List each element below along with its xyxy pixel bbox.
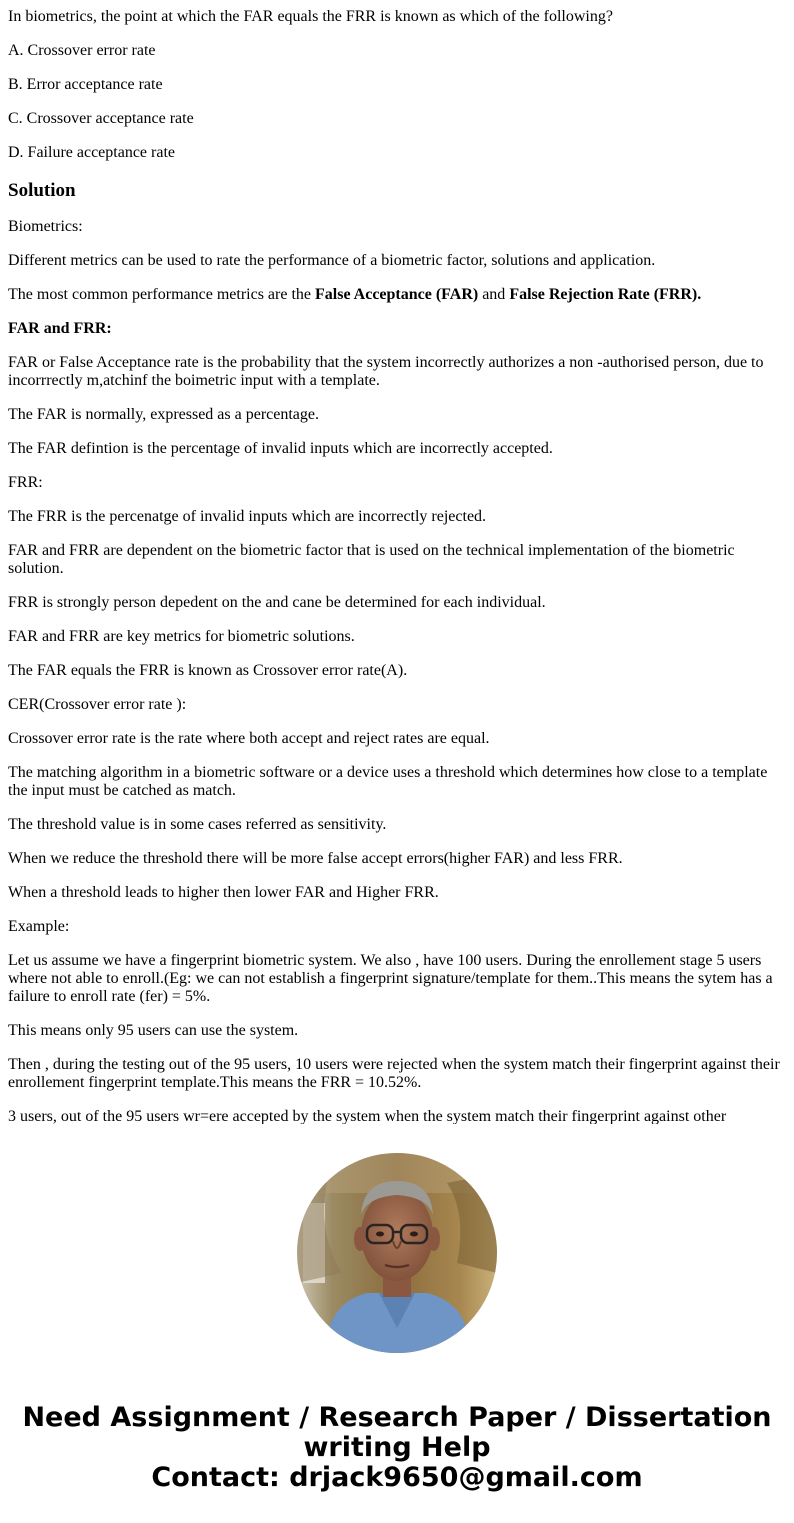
banner-contact-line: Contact: drjack9650@gmail.com [151, 1462, 643, 1493]
paragraph-far-percentage: The FAR is normally, expressed as a percentage. [8, 406, 320, 423]
biometrics-label: Biometrics: [8, 218, 83, 235]
paragraph-frr-result: Then , during the testing out of the 95 users, 10 users were rejected when the system match their fingerprint against their enrollement fingerprint template.This means the FRR = 10.52%. [8, 1056, 780, 1091]
paragraph-dependency: FAR and FRR are dependent on the biometric factor that is used on the technical implementation of the biometric solution. [8, 542, 735, 577]
banner-line-2: writing Help [303, 1432, 491, 1463]
contact-banner [0, 1403, 794, 1493]
paragraph-far-definition: FAR or False Acceptance rate is the probability that the system incorrectly authorizes a non -authorised person, due to incorrrectly m,atchinf the boimetric input with a template. [8, 354, 764, 389]
paragraph-metrics: Different metrics can be used to rate the performance of a biometric factor, solutions and application. [8, 252, 656, 269]
option-c: C. Crossover acceptance rate [8, 110, 194, 127]
author-portrait-image [297, 1153, 497, 1353]
paragraph-threshold: The matching algorithm in a biometric software or a device uses a threshold which determines how close to a template the input must be catched as match. [8, 764, 768, 799]
option-b: B. Error acceptance rate [8, 76, 163, 93]
paragraph-far-result: 3 users, out of the 95 users wr=ere accepted by the system when the system match their fingerprint against other [8, 1108, 727, 1124]
option-a: A. Crossover error rate [8, 42, 156, 59]
author-avatar [297, 1153, 497, 1353]
paragraph-95-users: This means only 95 users can use the system. [8, 1022, 299, 1039]
frr-label: FRR: [8, 474, 43, 491]
paragraph-person-dependent: FRR is strongly person depedent on the and cane be determined for each individual. [8, 594, 546, 611]
metrics-intro-text: The most common performance metrics are the [8, 286, 315, 303]
paragraph-sensitivity: The threshold value is in some cases referred as sensitivity. [8, 816, 387, 833]
cer-label: CER(Crossover error rate ): [8, 696, 187, 713]
article-content [8, 0, 784, 1124]
paragraph-cer-definition: Crossover error rate is the rate where both accept and reject rates are equal. [8, 730, 490, 747]
metrics-and-text: and [478, 286, 510, 303]
paragraph-key-metrics: FAR and FRR are key metrics for biometric solutions. [8, 628, 355, 645]
paragraph-frr-definition: The FRR is the percenatge of invalid inputs which are incorrectly rejected. [8, 508, 487, 525]
far-frr-heading [8, 320, 784, 338]
paragraph-answer: The FAR equals the FRR is known as Crossover error rate(A). [8, 662, 408, 679]
banner-line-1: Need Assignment / Research Paper / Dissertation [22, 1402, 772, 1433]
solution-heading: Solution [8, 180, 76, 201]
paragraph-reduce-threshold: When we reduce the threshold there will be more false accept errors(higher FAR) and less FRR. [8, 850, 623, 867]
option-d: D. Failure acceptance rate [8, 144, 176, 161]
example-label: Example: [8, 918, 70, 935]
paragraph-example-setup: Let us assume we have a fingerprint biometric system. We also , have 100 users. During the enrollement stage 5 users where not able to enroll.(Eg: we can not establish a fingerprint signature/template for them..This means the sytem has a failure to enroll rate (fer) = 5%. [8, 952, 773, 1005]
question-prompt: In biometrics, the point at which the FAR equals the FRR is known as which of the following? [8, 8, 613, 25]
frr-term: False Rejection Rate (FRR). [509, 286, 702, 303]
paragraph-higher-threshold: When a threshold leads to higher then lower FAR and Higher FRR. [8, 884, 439, 901]
paragraph-common-metrics [8, 286, 784, 304]
far-term: False Acceptance (FAR) [315, 286, 479, 303]
far-frr-heading-text: FAR and FRR: [8, 320, 112, 337]
paragraph-far-invalid: The FAR defintion is the percentage of invalid inputs which are incorrectly accepted. [8, 440, 553, 457]
